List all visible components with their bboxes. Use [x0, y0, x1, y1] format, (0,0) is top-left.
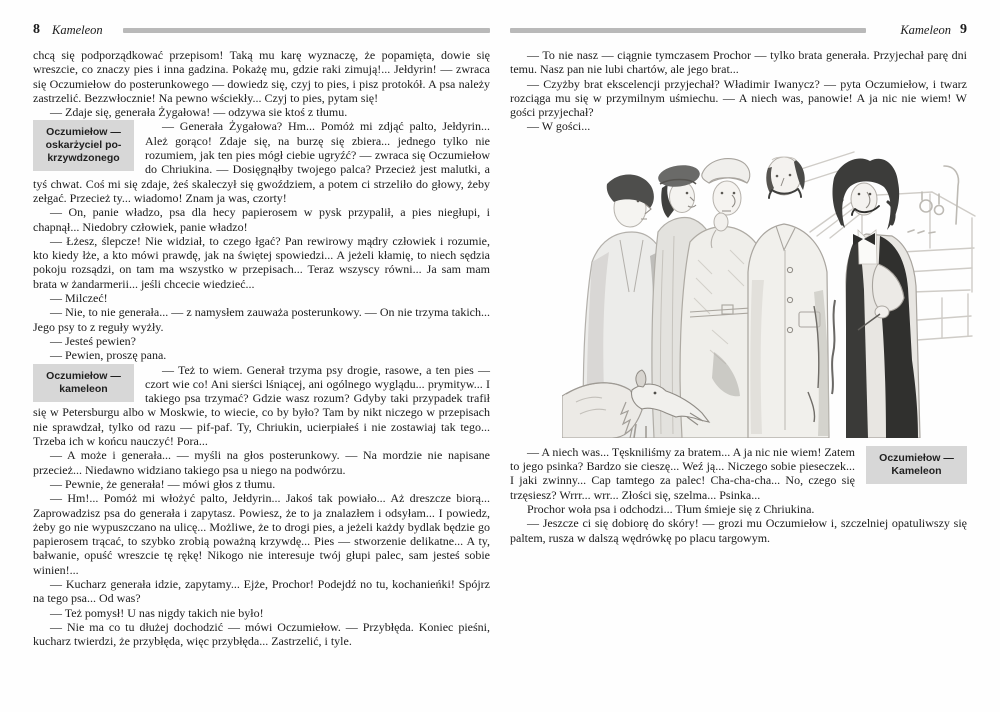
right-running-title: Kameleon — [900, 23, 951, 37]
margin-note-line: Kameleon — [891, 464, 942, 477]
margin-note-line: Oczumiełow — — [879, 451, 954, 464]
header-rule — [510, 28, 866, 33]
header-rule — [123, 28, 490, 33]
paragraph: — Generała Żygałowa? Hm... Pomóż mi zdjąć palto, Jełdyrin... Ależ gorąco! Zdaje się, na burzę się zbiera... jednego tylko nie rozumiem, jak ten pies mógł ciebie ugryźć? — zwraca się Oczumiełow do Chriukina. — Dosięgnąłby twojego palca? Przecież jest malutki, a tyś chwat. Coś mi się zdaje, żeś skaleczył się gwoździem, a potem ci strzeliło do głowy, żeby zełgać. Przecież ty... wiadomo! Znam ja was, czorty! — [33, 119, 490, 205]
margin-note-line: Oczumiełow — — [46, 126, 121, 139]
illustration-svg — [562, 140, 977, 438]
margin-note-accuser — [33, 120, 134, 171]
margin-note-line: oskarżyciel po- — [45, 139, 122, 152]
paragraph: chcą się podporządkować przepisom! Taką mu karę wyznaczę, że popamięta, dowie się wreszcie, co znaczy pies i inna gadzina. Pokażę mu, gdzie raki zimują!... Jełdyrin! — zwraca się Oczumiełow do posterunkowego — dowiedz się, czyj to pies, i pisz protokół. A psa należy zastrzelić. Bezzwłocznie! Na pewno wściekły... Czyj to pies, pytam się! — [33, 48, 490, 105]
paragraph: — Hm!... Pomóż mi włożyć palto, Jełdyrin... Jakoś tak powiało... Aż dreszcze biorą... Zaprowadzisz psa do generała i zapytasz. Powiesz, że to ja znalazłem i odsyłam... I powiedz, żeby go nie wypuszczano na ulicę... Możliwe, że to drogi pies, a jeżeli każdy bydlak będzie go papierosem trącać, to szybko zrobią poważną krzywdę... Pies — stworzenie delikatne... A ty, bałwanie, opuść wreszcie tę rękę! Nikogo nie interesuje twój głupi palec, sam jesteś sobie winien!... — [33, 491, 490, 577]
margin-note-line: Oczumiełow — — [46, 369, 121, 382]
paragraph: — A może i generała... — myśli na głos posterunkowy. — Na mordzie nie napisane przecież... Niedawno widziano takiego psa u niego na podwórzu. — [33, 448, 490, 477]
paragraph: — Nie ma co tu dłużej dochodzić — mówi Oczumiełow. — Przybłęda. Koniec pieśni, kucharz twierdzi, że przybłęda, więc przybłęda... Zastrzelić, i tyle. — [33, 619, 490, 649]
paragraph: — Też pomysł! U nas nigdy takich nie było! — [50, 605, 264, 620]
left-page-header — [33, 22, 490, 38]
right-page-header — [510, 22, 967, 38]
paragraph: — Pewien, proszę pana. — [50, 348, 167, 363]
illustration-market-scene — [562, 140, 977, 438]
paragraph: — Jesteś pewien? — [50, 333, 136, 348]
margin-note-chameleon — [33, 364, 134, 402]
paragraph: — Nie, to nie generała... — z namysłem zauważa posterunkowy. — On nie trzyma takich... Jego psy to z reguły wyżły. — [33, 305, 490, 334]
page-left — [33, 22, 490, 648]
paragraph: — On, panie władzo, psa dla hecy papierosem w pysk przypalił, a pies niegłupi, i chapnął... Niedobry człowiek, panie władzo! — [33, 205, 490, 234]
paragraph: — Łżesz, ślepcze! Nie widział, to czego łgać? Pan rewirowy mądry człowiek i rozumie, kto kiedy łże, a kto mówi prawdę, jak na świętej spowiedzi... A jeżeli kłamię, to niech sędzia pokoju rozsądzi, on tam ma wszystko w przepisach... Teraz wszyscy równi... Ja sam mam brata w żandarmerii... jeśli chcecie wiedzieć... — [33, 233, 490, 291]
paragraph: — Jeszcze ci się dobiorę do skóry! — grozi mu Oczumiełow i, szczelniej opatuliwszy się paltem, rusza w dalszą wędrówkę po placu targowym. — [510, 516, 967, 545]
paragraph: — A niech was... Tęskniliśmy za bratem... A ja nic nie wiem! Zatem to jego psinka? Bardzo sie cieszę... Weź ją... Niczego sobie pieseczek... I jaki zwinny... Cap tamtego za palec! Cha-cha-cha... No, czego się trzęsiesz? Wrrr... wrr... Złości się, szelma... Psinka... — [510, 444, 855, 502]
page-right — [510, 22, 967, 545]
paragraph: — Czyżby brat ekscelencji przyjechał? Władimir Iwanycz? — pyta Oczumiełow, i twarz rozciąga mu się w przymilnym uśmiechu. — A niech was, panowie! A ja nic nie wiem! W gości przyjechał? — [510, 76, 967, 120]
paragraph: — Pewnie, że generała! — mówi głos z tłumu. — [50, 476, 276, 491]
left-text-column — [33, 48, 490, 648]
paragraph: Prochor woła psa i odchodzi... Tłum śmieje się z Chriukina. — [527, 501, 815, 516]
right-page-number: 9 — [960, 22, 967, 37]
paragraph: — Też to wiem. Generał trzyma psy drogie, rasowe, a ten pies — czort wie co! Ani sierści lśniącej, ani ogólnego wyglądu... prymityw... I takiego psa trzymać? Gdzie wasz rozum? Gdyby taki przypadek trafił się w Petersburgu albo w Moskwie, to wiecie, co by było? Tam by nikt niczego w przepisach nie sprawdzał, tylko od razu — pif-paf. Ty, Chriukin, ucierpiałeś i nie zostawiaj tak tego... Trzeba ich w końcu nauczyć! Pora... — [33, 362, 490, 449]
paragraph: — Kucharz generała idzie, zapytamy... Ejże, Prochor! Podejdź no tu, kochanieńki! Spójrz na tego psa... Od was? — [33, 576, 490, 606]
paragraph: — To nie nasz — ciągnie tymczasem Prochor — tylko brata generała. Przyjechał parę dni temu. Nasz pan nie lubi chartów, ale jego brat... — [510, 48, 967, 77]
paragraph: — Milczeć! — [50, 291, 108, 306]
left-page-number: 8 — [33, 22, 40, 37]
left-running-title: Kameleon — [52, 23, 103, 37]
margin-note-line: krzywdzonego — [47, 152, 120, 165]
margin-note-line: kameleon — [59, 382, 108, 395]
margin-note-chameleon-right — [866, 446, 967, 484]
paragraph: — W gości... — [527, 119, 591, 134]
paragraph: — Zdaje się, generała Żygałowa! — odzywa sie ktoś z tłumu. — [50, 105, 348, 120]
right-text-column — [510, 48, 967, 545]
